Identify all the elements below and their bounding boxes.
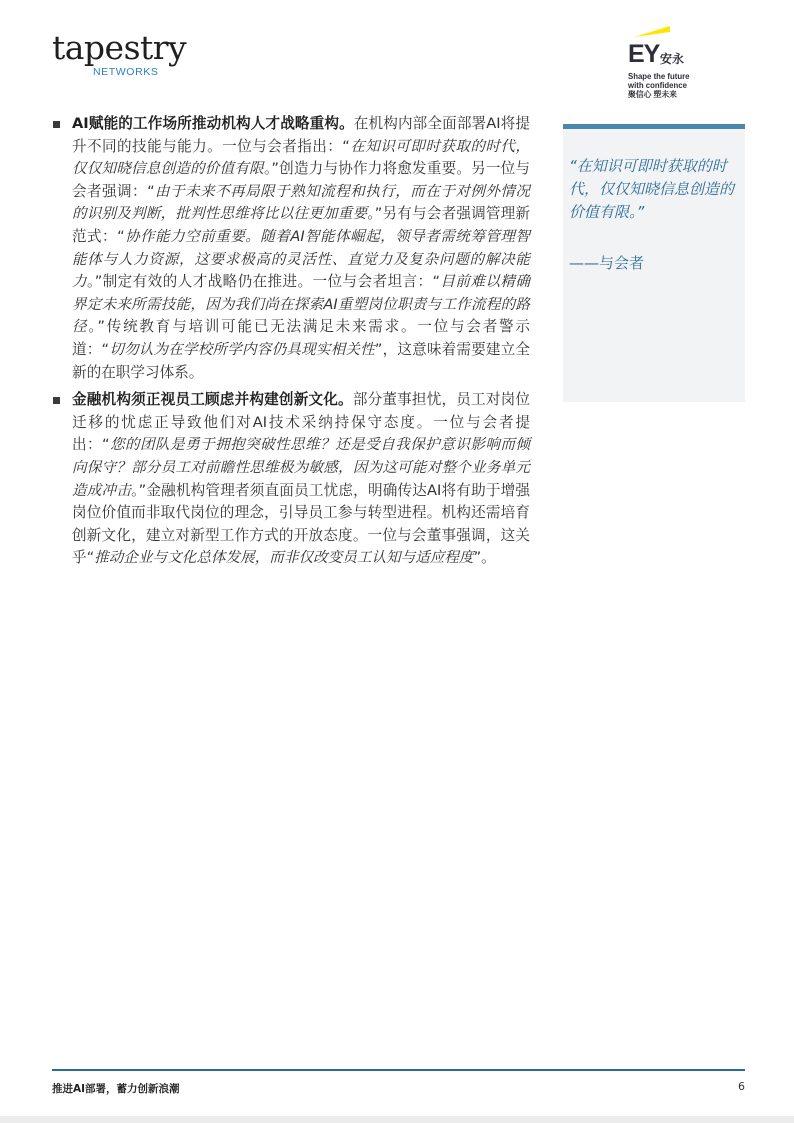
ey-tagline-line: Shape the future (628, 72, 690, 81)
quote-segment: 由于未来不再局限于熟知流程和执行，而在于对例外情况的识别及判断，批判性思维将比以往更加重要 (72, 182, 530, 223)
footer-divider (52, 1069, 745, 1071)
bullet-marker (53, 121, 60, 128)
bullet-lead: 金融机构须正视员工顾虑并构建创新文化。 (72, 391, 353, 409)
bullet-paragraph (72, 389, 530, 570)
ey-logo (628, 26, 728, 104)
quote-segment: 切勿认为在学校所学内容仍具现实相关性 (109, 340, 375, 358)
pull-quote-box (563, 124, 745, 402)
text-segment: 。”金融机构管理者须直面员工忧虑，明确传达AI将有助于增强岗位价值而非取代岗位的理念，引导员工参与转型进程。机构还需培育创新文化，建立对新型工作方式的开放态度。一位与会董事强调，这关乎“ (72, 481, 530, 567)
ey-tagline-line: with confidence (628, 81, 687, 90)
pull-quote-text: “在知识可即时获取的时代，仅仅知晓信息创造的价值有限。” (569, 157, 735, 221)
quote-segment: 推动企业与文化总体发展，而非仅改变员工认知与适应程度 (94, 549, 474, 567)
text-segment: ”，这意味着需要建立全新的在职学习体系。 (72, 340, 531, 381)
main-content (52, 113, 530, 575)
text-segment: 。”制定有效的人才战略仍在推进。一位与会者坦言：“ (87, 273, 441, 291)
bullet-paragraph (72, 113, 530, 384)
bullet-lead: AI赋能的工作场所推动机构人才战略重构。 (72, 115, 354, 132)
quote-segment: 目前难以精确界定未来所需技能，因为我们尚在探索AI重塑岗位职责与工作流程的路径 (72, 273, 530, 336)
bullet-item (52, 389, 530, 570)
tapestry-networks-logo (52, 28, 192, 80)
bullet-marker (53, 397, 60, 404)
ey-chinese-name: 安永 (660, 52, 685, 66)
text-segment: ”。 (473, 549, 496, 567)
networks-subtext: NETWORKS (93, 66, 159, 78)
page-bottom-band (0, 1116, 794, 1123)
quote-segment: 协作能力空前重要。随着AI智能体崛起，领导者需统筹管理智能体与人力资源，这要求极高的灵活性、直觉力及复杂问题的解决能力 (72, 227, 530, 291)
ey-letters: EY (628, 40, 660, 68)
pull-quote-attribution: ——与会者 (569, 254, 645, 272)
bullet-item (52, 113, 530, 384)
ey-tagline (628, 72, 690, 99)
page-number: 6 (738, 1080, 745, 1093)
text-segment: 部分董事担忧，员工对岗位迁移的忧虑正导致他们对AI技术采纳持保守态度。一位与会者提出：“ (72, 391, 530, 454)
ey-tagline-line: 聚信心 塑未来 (628, 90, 677, 99)
text-segment: 。”创造力与协作力将愈发重要。另一位与会者强调：“ (72, 160, 530, 200)
tapestry-wordmark: tapestry (52, 28, 187, 67)
text-segment: 在机构内部全面部署AI将提升不同的技能与能力。一位与会者指出：“ (72, 115, 530, 155)
text-segment: 。”另有与会者强调管理新范式：“ (72, 205, 530, 245)
text-segment: 。”传统教育与培训可能已无法满足未来需求。一位与会者警示道：“ (72, 318, 530, 358)
quote-segment: 您的团队是勇于拥抱突破性思维？还是受自我保护意识影响而倾向保守？部分员工对前瞻性思维极为敏感，因为这可能对整个业务单元造成冲击 (72, 436, 530, 499)
footer-title: 推进AI部署，蓄力创新浪潮 (52, 1083, 180, 1095)
quote-segment: 在知识可即时获取的时代，仅仅知晓信息创造的价值有限 (72, 137, 530, 178)
